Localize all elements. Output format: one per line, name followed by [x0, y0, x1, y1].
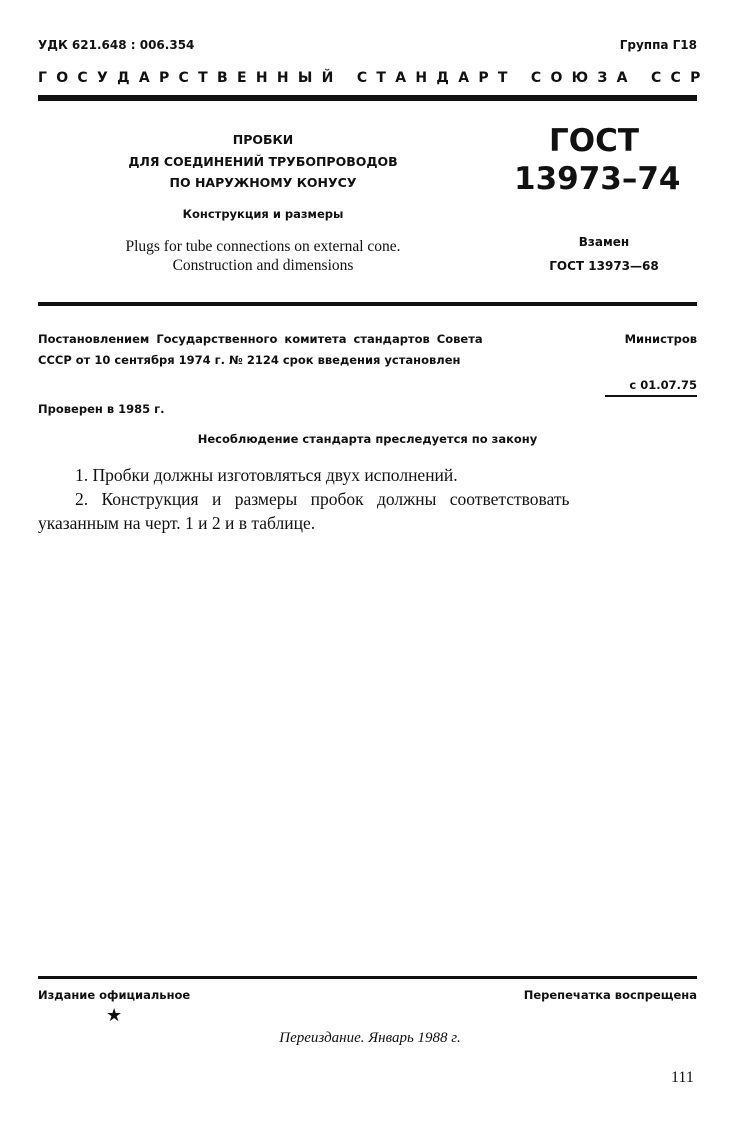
english-title	[113, 237, 413, 275]
decree-line-1-end: Министров	[624, 332, 697, 346]
effective-date-underline	[605, 395, 697, 397]
star-icon: ★	[106, 1005, 123, 1026]
title-line: ДЛЯ СОЕДИНЕНИЙ ТРУБОПРОВОДОВ	[128, 153, 398, 169]
paragraph-1: 1. Пробки должны изготовляться двух исполнений.	[75, 465, 458, 485]
page-number: 111	[671, 1069, 694, 1086]
decree-line-2: СССР от 10 сентября 1974 г. № 2124 срок введения установлен	[38, 353, 461, 367]
title-block	[113, 129, 413, 194]
bottom-rule	[38, 976, 697, 979]
replaces-label: Взамен	[578, 235, 630, 249]
paragraph-2-line-1: 2. Конструкция и размеры пробок должны соответствовать	[75, 489, 570, 509]
english-title-line: Plugs for tube connections on external cone.	[125, 238, 401, 255]
top-rule	[38, 95, 697, 101]
effective-date: с 01.07.75	[629, 378, 697, 392]
title-line: ПРОБКИ	[232, 132, 294, 147]
title-line: ПО НАРУЖНОМУ КОНУСУ	[169, 175, 357, 190]
reissue-note: Переиздание. Январь 1988 г.	[279, 1030, 461, 1046]
state-standard-banner: ГОСУДАРСТВЕННЫЙ СТАНДАРТ СОЮЗА ССР	[38, 70, 710, 86]
subtitle: Конструкция и размеры	[182, 207, 344, 221]
decree-line-1: Постановлением Государственного комитета стандартов Совета	[38, 332, 483, 346]
group-code: Группа Г18	[619, 38, 697, 52]
official-edition: Издание официальное	[38, 988, 191, 1002]
gost-label: ГОСТ	[548, 123, 639, 159]
replaces-standard: ГОСТ 13973—68	[549, 259, 659, 273]
checked-year: Проверен в 1985 г.	[38, 402, 165, 416]
english-title-line: Construction and dimensions	[172, 257, 354, 274]
mid-rule	[38, 302, 697, 306]
reprint-forbidden: Перепечатка воспрещена	[523, 988, 697, 1002]
legal-warning: Несоблюдение стандарта преследуется по закону	[197, 432, 538, 446]
paragraph-2-line-2: указанным на черт. 1 и 2 и в таблице.	[38, 513, 316, 533]
gost-number: 13973–74	[514, 161, 681, 197]
udk-code: УДК 621.648 : 006.354	[38, 38, 195, 52]
